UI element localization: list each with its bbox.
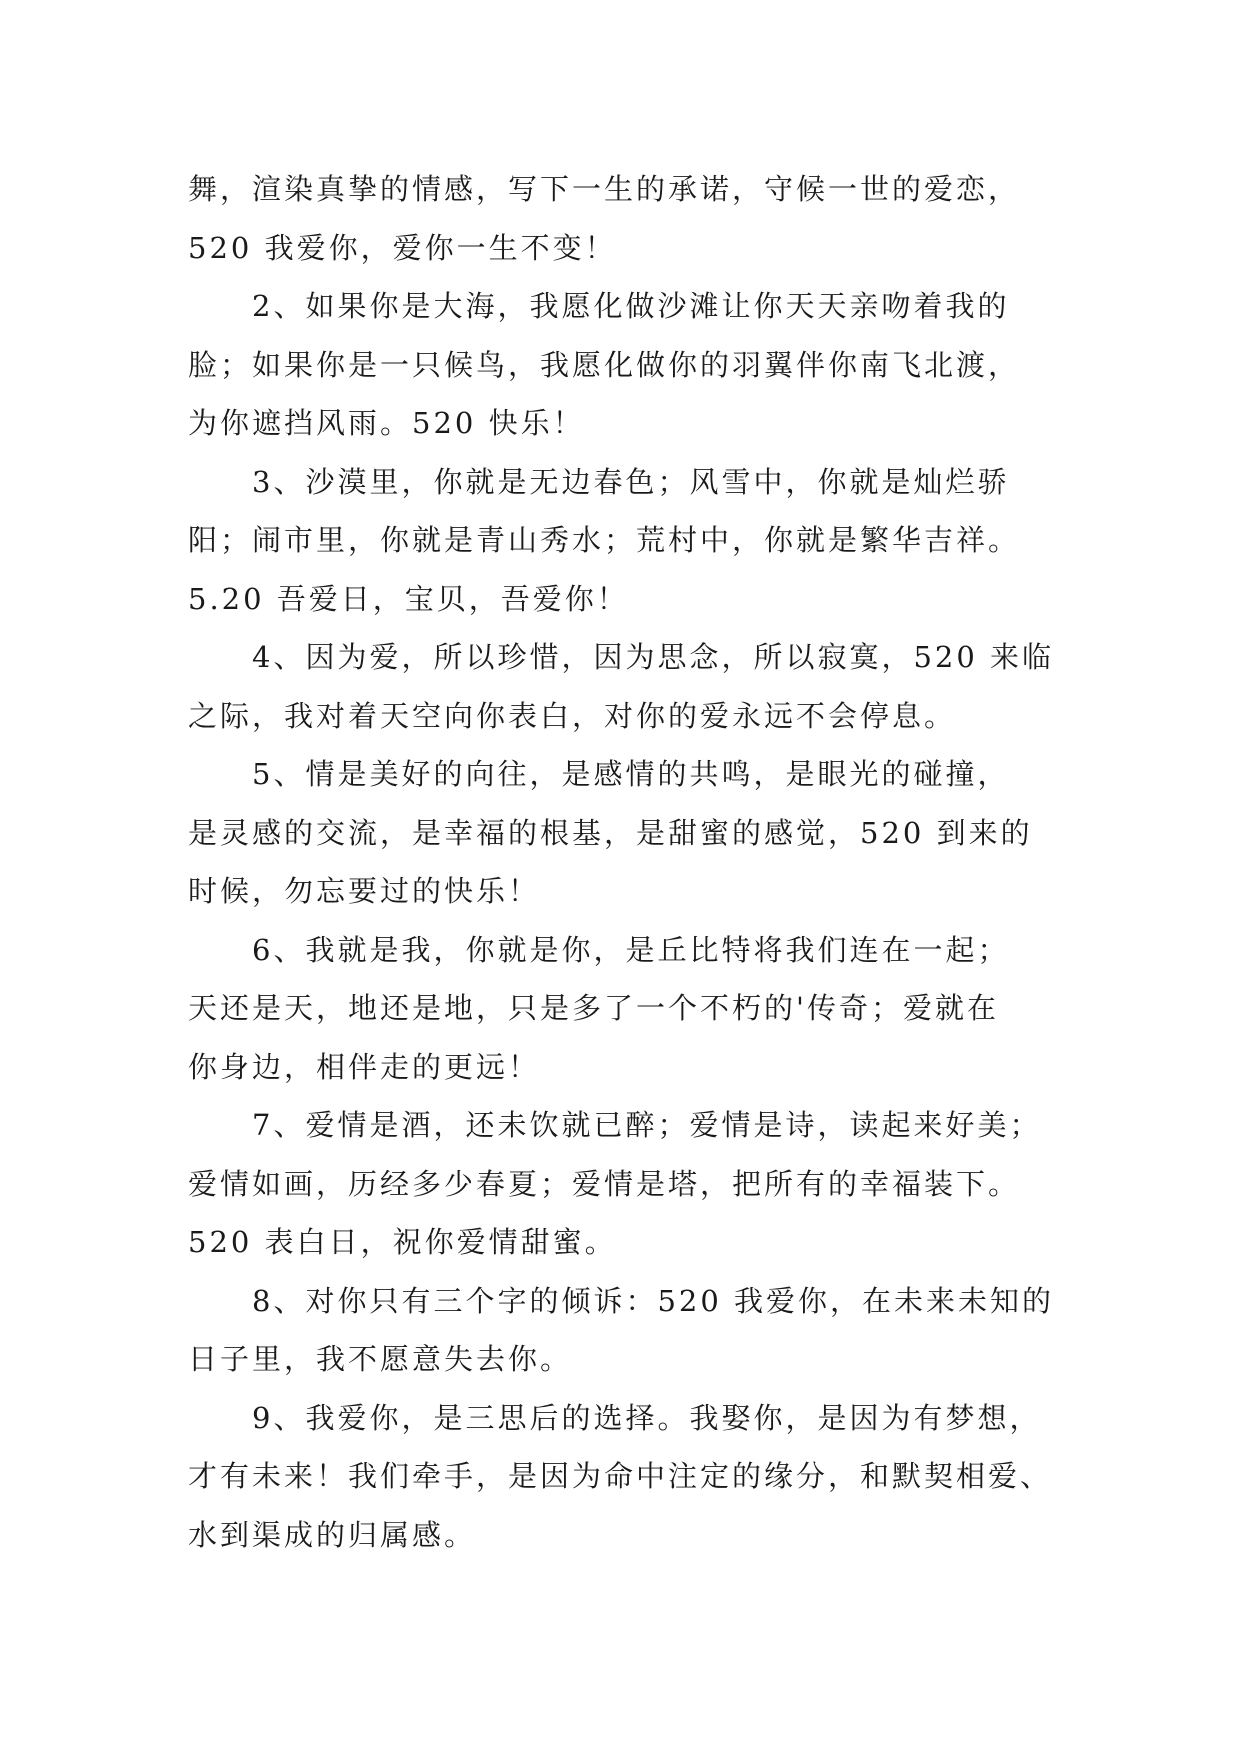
paragraph-3 bbox=[188, 453, 1058, 629]
text-line: 3、沙漠里，你就是无边春色；风雪中，你就是灿烂骄 bbox=[252, 464, 1010, 499]
paragraph-2 bbox=[188, 277, 1058, 453]
text-line: 水到渠成的归属感。 bbox=[188, 1517, 477, 1552]
text-line: 才有未来！我们牵手，是因为命中注定的缘分，和默契相爱、 bbox=[188, 1459, 1053, 1493]
text-line: 6、我就是我，你就是你，是丘比特将我们连在一起； bbox=[252, 932, 1010, 967]
text-line: 你身边，相伴走的更远！ bbox=[188, 1049, 541, 1084]
paragraph-9 bbox=[188, 1389, 1058, 1565]
text-line: 天还是天，地还是地，只是多了一个不朽的'传奇；爱就在 bbox=[188, 991, 999, 1025]
text-line: 5、情是美好的向往，是感情的共鸣，是眼光的碰撞， bbox=[252, 757, 1010, 791]
text-line: 9、我爱你，是三思后的选择。我娶你，是因为有梦想， bbox=[252, 1400, 1042, 1435]
paragraph-7 bbox=[188, 1096, 1058, 1272]
text-line: 时候，勿忘要过的快乐！ bbox=[188, 874, 541, 908]
text-line: 是灵感的交流，是幸福的根基，是甜蜜的感觉，520 到来的 bbox=[188, 815, 1033, 850]
text-line: 7、爱情是酒，还未饮就已醉；爱情是诗，读起来好美； bbox=[252, 1108, 1042, 1142]
paragraph-1 bbox=[188, 160, 1058, 277]
text-line: 阳；闹市里，你就是青山秀水；荒村中，你就是繁华吉祥。 bbox=[188, 523, 1021, 557]
text-line: 4、因为爱，所以珍惜，因为思念，所以寂寞，520 来临 bbox=[252, 640, 1055, 674]
text-line: 之际，我对着天空向你表白，对你的爱永远不会停息。 bbox=[188, 698, 957, 733]
text-line: 为你遮挡风雨。520 快乐！ bbox=[188, 406, 585, 440]
text-line: 脸；如果你是一只候鸟，我愿化做你的羽翼伴你南飞北渡， bbox=[188, 347, 1021, 382]
text-line: 2、如果你是大海，我愿化做沙滩让你天天亲吻着我的 bbox=[252, 289, 1010, 323]
paragraph-4 bbox=[188, 628, 1058, 745]
paragraph-5 bbox=[188, 745, 1058, 921]
text-line: 日子里，我不愿意失去你。 bbox=[188, 1342, 573, 1376]
document-body bbox=[188, 160, 1058, 1564]
text-line: 爱情如画，历经多少春夏；爱情是塔，把所有的幸福装下。 bbox=[188, 1166, 1021, 1201]
text-line: 520 表白日，祝你爱情甜蜜。 bbox=[188, 1225, 617, 1259]
text-line: 舞，渲染真挚的情感，写下一生的承诺，守候一世的爱恋， bbox=[188, 172, 1021, 206]
text-line: 8、对你只有三个字的倾诉：520 我爱你，在未来未知的 bbox=[252, 1283, 1055, 1318]
text-line: 5.20 吾爱日，宝贝，吾爱你！ bbox=[188, 581, 629, 616]
paragraph-8 bbox=[188, 1272, 1058, 1389]
text-line: 520 我爱你，爱你一生不变！ bbox=[188, 230, 617, 265]
paragraph-6 bbox=[188, 921, 1058, 1097]
